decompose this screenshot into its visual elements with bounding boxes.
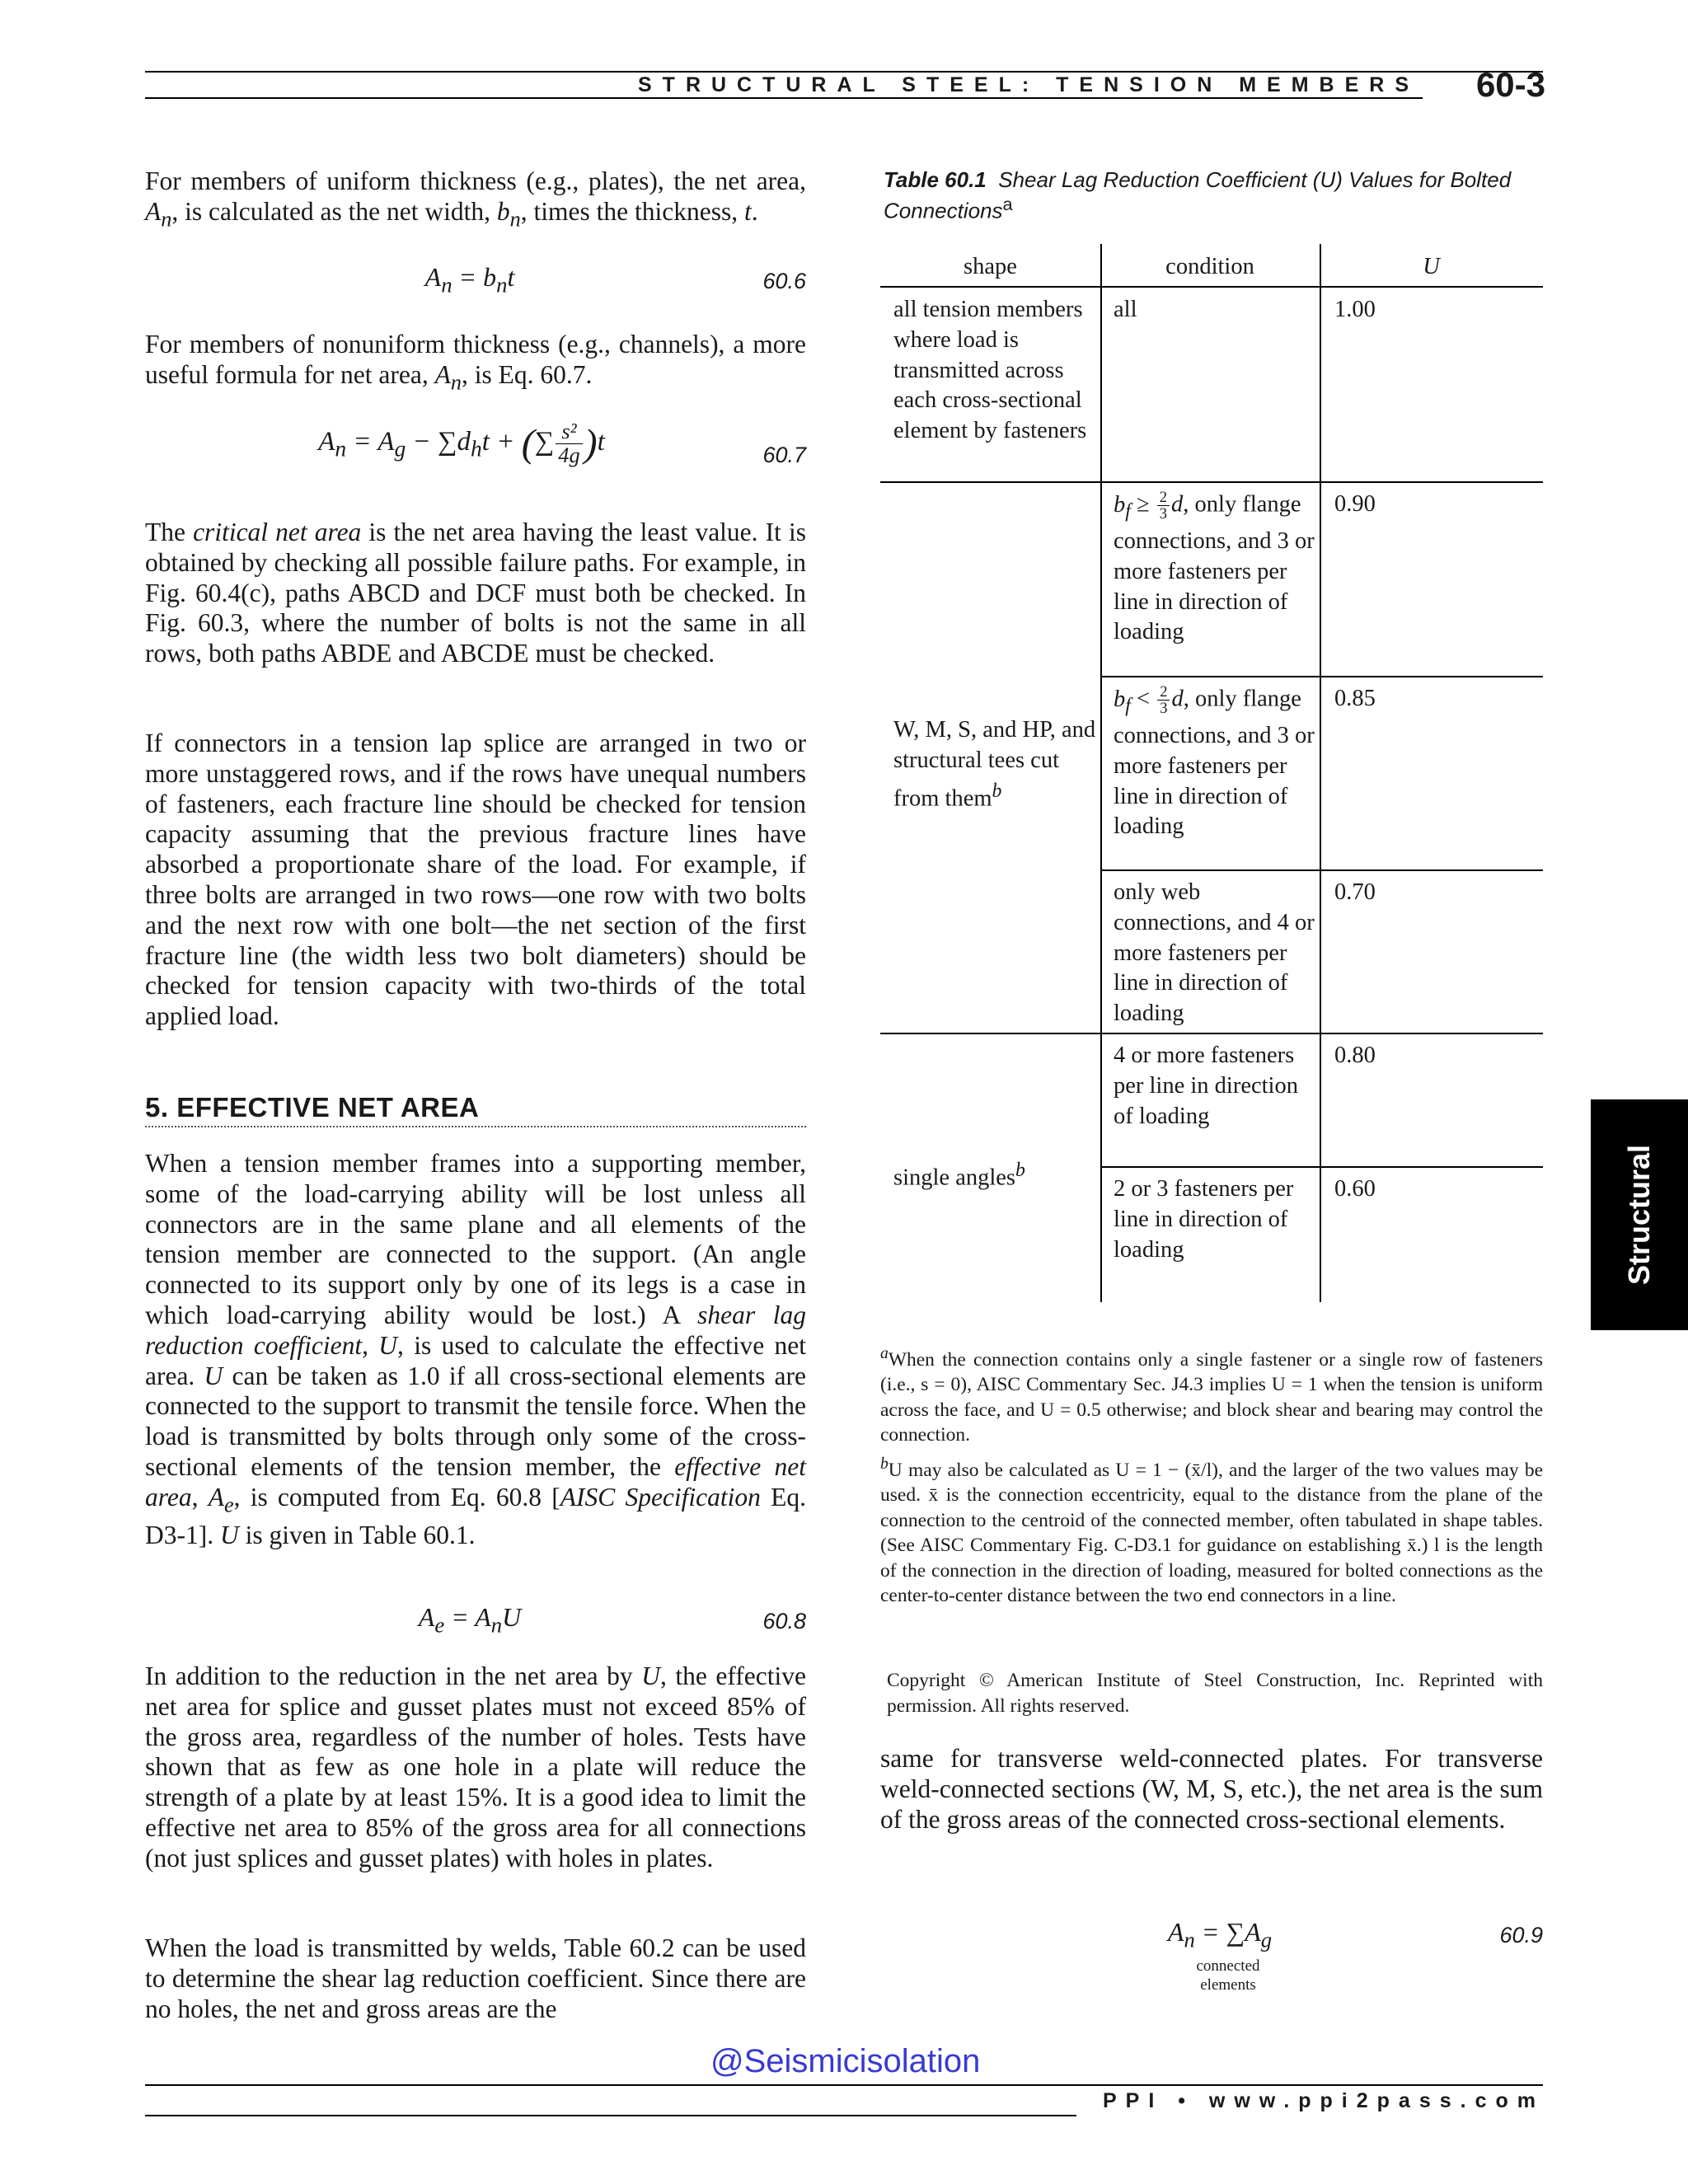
table-row-rule-2 <box>1100 676 1543 677</box>
footer-text: PPI • www.ppi2pass.com <box>1102 2089 1545 2112</box>
table-cell-shape-single-angles: single angles$^b$ <box>893 1160 1025 1191</box>
paragraph-welds: When the load is transmitted by welds, Table 60.2 can be used to determine the shear lag reduction coefficient. Since there are no holes, the net and gross areas are the <box>145 1933 806 2023</box>
paragraph-85-percent: In addition to the reduction in the net area by U, the effective net area for splice and gusset plates must not exceed 85% of the gross area, regardless of the number of holes. Tests have shown that as few as one hole in a plate will reduce the strength of a plate by at least 15%. It is a good idea to limit the effective net area to 85% of the gross area for all connections (not just splices and gusset plates) with holes in plates. <box>145 1661 806 1872</box>
table-row-rule-5 <box>1100 1166 1543 1168</box>
paragraph-transverse-weld: same for transverse weld-connected plates. For transverse weld-connected sections (W, M, S, etc.), the net area is the sum of the gross areas of the connected cross-sectional elements. <box>880 1744 1543 1834</box>
equation-number-60-8: 60.8 <box>762 1609 806 1633</box>
equation-60-9-sublabel: connected elements <box>1196 1957 1260 1994</box>
table-cell-condition-all: all <box>1114 297 1137 322</box>
table-cell-u-6: 0.60 <box>1334 1176 1376 1202</box>
table-cell-u-2: 0.90 <box>1334 491 1376 517</box>
table-vrule-2 <box>1320 244 1321 1302</box>
table-row-rule-3 <box>1100 869 1543 871</box>
table-footnote-b: $^b$U may also be calculated as U = 1 − (x̄/l), and the larger of the two values may be used. x̄ is the connection eccentricity, equal to the distance from the plane of the connection to the centroid of the connected member, often tabulated in shape tables. (See AISC Commentary Fig. C-D3.1 for guidance on establishing x̄.) l is the length of the connection in the direction of loading, measured for bolted connections as the center-to-center distance between the two end connectors in a line. <box>880 1455 1543 1607</box>
section-heading-effective-net-area: 5. EFFECTIVE NET AREA <box>145 1091 806 1127</box>
equation-number-60-7: 60.7 <box>762 443 806 467</box>
table-header-shape: shape <box>964 254 1017 279</box>
table-footnote-a: $^a$When the connection contains only a single fastener or a single row of fasteners (i.e., s = 0), AISC Commentary Sec. J4.3 implies U = 1 when the tension is uniform across the face, and U = 0.5 otherwise; and block shear and bearing may control the connection. <box>880 1345 1543 1446</box>
table-footnote-a-text: When the connection contains only a single fastener or a single row of fasteners (i.e., s = 0), AISC Commentary Sec. J4.3 implies U = 1 when the tension is uniform across the face, and U = 0.5 otherwise; and block shear and bearing may control the connection. <box>880 1348 1543 1446</box>
page-number: 60-3 <box>1475 65 1545 104</box>
table-cell-condition-bf-ge: $b_f$ ≥ $\frac{2}{3}$ d, only flange connections, and 3 or more fasteners per line in direction of loading <box>1114 489 1315 645</box>
footer-rule-top <box>145 2084 1543 2086</box>
table-header-rule <box>880 286 1543 288</box>
equation-number-60-6: 60.6 <box>762 269 806 293</box>
table-cell-condition-bf-lt: $b_f$ < $\frac{2}{3}$ d, only flange connections, and 3 or more fasteners per line in direction of loading <box>1114 683 1315 840</box>
equation-60-6: $A_n = b_nt$ <box>424 262 515 298</box>
table-row-rule-4 <box>880 1033 1543 1034</box>
equation-60-9: $A_n = \sum A_g$ <box>1167 1917 1273 1952</box>
table-cell-u-3: 0.85 <box>1334 686 1376 711</box>
table-caption-text: Shear Lag Reduction Coefficient (U) Values for Bolted Connections <box>884 167 1512 223</box>
table-cell-u-5: 0.80 <box>1334 1043 1376 1068</box>
running-head: STRUCTURAL STEEL: TENSION MEMBERS <box>638 73 1419 96</box>
table-cell-condition-4-more: 4 or more fasteners per line in direction of loading <box>1114 1043 1298 1129</box>
table-header-u: U <box>1423 254 1440 279</box>
paragraph-net-area-nonuniform: For members of nonuniform thickness (e.g., channels), a more useful formula for net area, $A_n$, is Eq. 60.7. <box>145 330 806 395</box>
table-caption <box>884 168 1543 223</box>
table-cell-u-1: 1.00 <box>1334 297 1376 322</box>
table-header-condition: condition <box>1165 254 1254 279</box>
equation-number-60-9: 60.9 <box>1499 1923 1543 1947</box>
paragraph-critical-net-area: The critical net area is the net area having the least value. It is obtained by checking all possible failure paths. For example, in Fig. 60.4(c), paths ABCD and DCF must both be checked. In Fig. 60.3, where the number of bolts is not the same in all rows, both paths ABDE and ABCDE must be checked. <box>145 518 806 668</box>
table-cell-shape-all-tension: all tension members where load is transmitted across each cross-sectional element by fasteners <box>893 297 1087 444</box>
footer-rule-bottom <box>145 2115 1076 2116</box>
paragraph-net-area-uniform: For members of uniform thickness (e.g., plates), the net area, $A_n$, is calculated as the net width, $b_n$, times the thickness, t. <box>145 166 806 232</box>
table-vrule-1 <box>1100 244 1102 1302</box>
table-footnote-b-text: U may also be calculated as U = 1 − (x̄/l), and the larger of the two values may be used. x̄ is the connection eccentricity, equal to the distance from the plane of the connection to the centroid of the connected member, often tabulated in shape tables. (See AISC Commentary Fig. C-D3.1 for guidance on establishing x̄.) l is the length of the connection in the direction of loading, measured for bolted connections as the center-to-center distance between the two end connectors in a line. <box>880 1459 1543 1607</box>
section-side-tab <box>1591 1099 1688 1330</box>
table-copyright: Copyright © American Institute of Steel Construction, Inc. Reprinted with permission. All rights reserved. <box>887 1670 1543 1717</box>
side-tab-label: Structural <box>1622 1144 1656 1286</box>
table-row-rule-1 <box>880 481 1543 483</box>
table-cell-condition-2-or-3: 2 or 3 fasteners per line in direction of loading <box>1114 1176 1294 1263</box>
table-caption-footnote-mark: a <box>1002 194 1013 214</box>
header-rule-bottom <box>145 97 1423 99</box>
paragraph-lap-splice: If connectors in a tension lap splice are arranged in two or more unstaggered rows, and if the rows have unequal numbers of fasteners, each fracture line should be checked for tension capacity assuming that the previous fracture lines have absorbed a proportionate share of the load. For example, if three bolts are arranged in two rows—one row with two bolts and the next row with one bolt—the net section of the first fracture line (the width less two bolt diameters) should be checked for tension capacity with two-thirds of the total applied load. <box>145 729 806 1031</box>
table-cell-shape-wmshp: W, M, S, and HP, and structural tees cut from them$^b$ <box>893 717 1096 812</box>
table-cell-condition-web: only web connections, and 4 or more fasteners per line in direction of loading <box>1114 879 1315 1027</box>
equation-60-7: $A_n = A_g - \sum d_ht$ + (∑ $\frac{\text{s²}}{4g}$ )t <box>318 419 605 467</box>
paragraph-effective-net-area: When a tension member frames into a supporting member, some of the load-carrying ability will be lost unless all connectors are in the same plane and all elements of the tension member are connected to the support. (An angle connected to its support only by one of its legs is a case in which load-carrying ability would be lost.) A shear lag reduction coefficient, U, is used to calculate the effective net area. U can be taken as 1.0 if all cross-sectional elements are connected to the support to transmit the tensile force. When the load is transmitted by bolts through only some of the cross-sectional elements of the tension member, the effective net area, $A_e$, is computed from Eq. 60.8 [AISC Specification Eq. D3-1]. U is given in Table 60.1. <box>145 1149 807 1549</box>
table-caption-label: Table 60.1 <box>884 167 987 192</box>
watermark: @Seismicisolation <box>710 2043 981 2079</box>
equation-60-8: $A_e = A_nU$ <box>418 1602 522 1638</box>
table-cell-u-4: 0.70 <box>1334 879 1376 905</box>
